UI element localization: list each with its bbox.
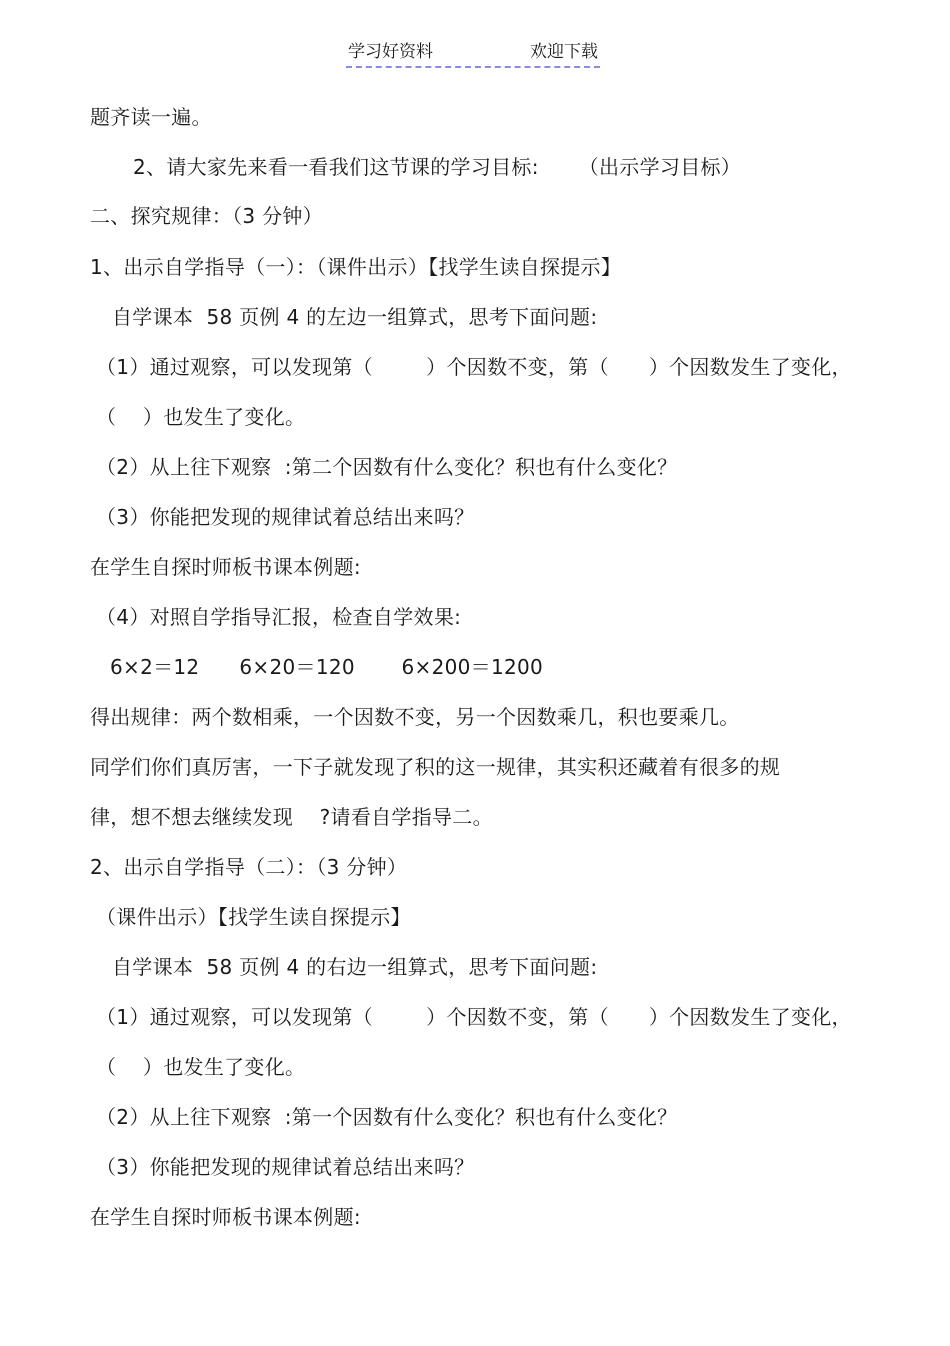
question-line: （2）从上往下观察 :第一个因数有什么变化？积也有什么变化？ (96, 1105, 678, 1129)
question-line: （4）对照自学指导汇报，检查自学效果: (96, 605, 462, 629)
section-heading: 二、探究规律：（3 分钟） (90, 204, 323, 228)
paragraph-line: 2、请大家先来看一看我们这节课的学习目标: （出示学习目标） (133, 155, 742, 179)
paragraph-line: 题齐读一遍。 (90, 105, 212, 129)
question-line: （1）通过观察，可以发现第（ ）个因数不变，第（ ）个因数发生了变化， (96, 1005, 852, 1029)
paragraph-line: 1、出示自学指导（一）：（课件出示）【找学生读自探提示】 (90, 255, 622, 279)
header-right-text: 欢迎下载 (530, 42, 598, 62)
paragraph-line: 同学们你们真厉害，一下子就发现了积的这一规律，其实积还藏着有很多的规 (90, 755, 781, 779)
paragraph-line: 自学课本 58 页例 4 的左边一组算式，思考下面问题: (112, 305, 598, 329)
question-line: （ ）也发生了变化。 (96, 1055, 306, 1079)
question-line: （1）通过观察，可以发现第（ ）个因数不变，第（ ）个因数发生了变化， (96, 355, 852, 379)
paragraph-line: 律，想不想去继续发现 ?请看自学指导二。 (90, 805, 493, 829)
page-header (346, 40, 600, 68)
paragraph-line: 自学课本 58 页例 4 的右边一组算式，思考下面问题: (112, 955, 598, 979)
paragraph-line: 在学生自探时师板书课本例题: (90, 555, 361, 579)
header-left-text: 学习好资料 (348, 42, 433, 62)
paragraph-line: 在学生自探时师板书课本例题: (90, 1205, 361, 1229)
equation-line: 6×2＝12 6×20＝120 6×200＝1200 (110, 655, 544, 679)
question-line: （3）你能把发现的规律试着总结出来吗？ (96, 505, 475, 529)
question-line: （ ）也发生了变化。 (96, 405, 306, 429)
question-line: （2）从上往下观察 :第二个因数有什么变化？积也有什么变化？ (96, 455, 678, 479)
paragraph-line: 2、出示自学指导（二）：（3 分钟） (90, 855, 408, 879)
paragraph-line: （课件出示）【找学生读自探提示】 (96, 905, 411, 929)
question-line: （3）你能把发现的规律试着总结出来吗？ (96, 1155, 475, 1179)
paragraph-line: 得出规律：两个数相乘，一个因数不变，另一个因数乘几，积也要乘几。 (90, 705, 740, 729)
